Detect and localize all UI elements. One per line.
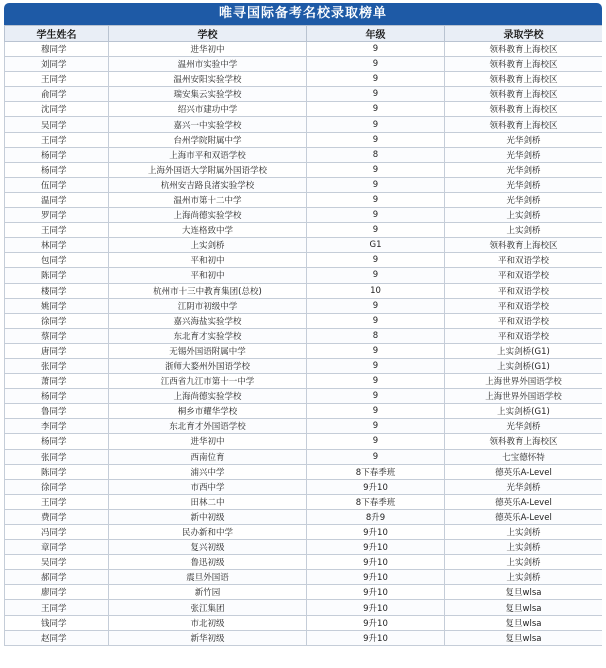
table-row: [5, 102, 603, 117]
school-cell: 上海市平和双语学校: [109, 147, 307, 162]
grade-cell: 8下春季班: [307, 464, 445, 479]
table-row: [5, 283, 603, 298]
grade-cell: 9升10: [307, 570, 445, 585]
header-grade: 年级: [307, 26, 445, 42]
grade-cell: 9: [307, 132, 445, 147]
school-cell: 桐乡市耀华学校: [109, 404, 307, 419]
admitted-school-cell: 光华剑桥: [445, 132, 603, 147]
table-row: [5, 600, 603, 615]
grade-cell: 8升9: [307, 509, 445, 524]
admitted-school-cell: 领科教育上海校区: [445, 102, 603, 117]
grade-cell: 9: [307, 449, 445, 464]
student-name-cell: 章同学: [5, 540, 109, 555]
student-name-cell: 俞同学: [5, 87, 109, 102]
admitted-school-cell: 上实剑桥(G1): [445, 404, 603, 419]
table-row: [5, 570, 603, 585]
student-name-cell: 钱同学: [5, 615, 109, 630]
grade-cell: 9: [307, 87, 445, 102]
student-name-cell: 沈同学: [5, 102, 109, 117]
grade-cell: 9: [307, 343, 445, 358]
table-row: [5, 208, 603, 223]
student-name-cell: 陈同学: [5, 268, 109, 283]
table-row: [5, 192, 603, 207]
student-name-cell: 鲁同学: [5, 404, 109, 419]
admitted-school-cell: 上海世界外国语学校: [445, 374, 603, 389]
table-row: [5, 509, 603, 524]
student-name-cell: 杨同学: [5, 434, 109, 449]
school-cell: 大连格致中学: [109, 223, 307, 238]
admitted-school-cell: 光华剑桥: [445, 419, 603, 434]
table-row: [5, 117, 603, 132]
admitted-school-cell: 平和双语学校: [445, 268, 603, 283]
table-row: [5, 525, 603, 540]
student-name-cell: 张同学: [5, 358, 109, 373]
school-cell: 张江集团: [109, 600, 307, 615]
school-cell: 江阴市初级中学: [109, 298, 307, 313]
student-name-cell: 李同学: [5, 419, 109, 434]
table-row: [5, 343, 603, 358]
grade-cell: 8: [307, 328, 445, 343]
school-cell: 无锡外国语附属中学: [109, 343, 307, 358]
admitted-school-cell: 上实剑桥: [445, 570, 603, 585]
grade-cell: 9: [307, 57, 445, 72]
school-cell: 温州安阳实验学校: [109, 72, 307, 87]
grade-cell: 9: [307, 42, 445, 57]
page-title: 唯寻国际备考名校录取榜单: [4, 3, 602, 25]
table-row: [5, 57, 603, 72]
admitted-school-cell: 领科教育上海校区: [445, 72, 603, 87]
admission-list-sheet: [4, 3, 602, 665]
student-name-cell: 王同学: [5, 600, 109, 615]
school-cell: 平和初中: [109, 268, 307, 283]
school-cell: 浦兴中学: [109, 464, 307, 479]
student-name-cell: 赵同学: [5, 630, 109, 645]
admitted-school-cell: 领科教育上海校区: [445, 117, 603, 132]
student-name-cell: 伍同学: [5, 177, 109, 192]
student-name-cell: 蔡同学: [5, 328, 109, 343]
table-row: [5, 464, 603, 479]
admitted-school-cell: 光华剑桥: [445, 162, 603, 177]
admitted-school-cell: 上实剑桥: [445, 540, 603, 555]
school-cell: 杭州市十三中教育集团(总校): [109, 283, 307, 298]
admitted-school-cell: 光华剑桥: [445, 147, 603, 162]
admitted-school-cell: 平和双语学校: [445, 298, 603, 313]
student-name-cell: 温同学: [5, 192, 109, 207]
admitted-school-cell: 上实剑桥: [445, 555, 603, 570]
table-row: [5, 162, 603, 177]
school-cell: 杭州安吉路良渚实验学校: [109, 177, 307, 192]
student-name-cell: 王同学: [5, 223, 109, 238]
grade-cell: 9: [307, 313, 445, 328]
student-name-cell: 郝同学: [5, 570, 109, 585]
school-cell: 嘉兴一中实验学校: [109, 117, 307, 132]
student-name-cell: 王同学: [5, 494, 109, 509]
table-row: [5, 328, 603, 343]
grade-cell: 9: [307, 162, 445, 177]
table-row: [5, 147, 603, 162]
table-row: [5, 585, 603, 600]
grade-cell: 9升10: [307, 525, 445, 540]
table-row: [5, 374, 603, 389]
student-name-cell: 唐同学: [5, 343, 109, 358]
student-name-cell: 罗同学: [5, 208, 109, 223]
grade-cell: 9: [307, 389, 445, 404]
student-name-cell: 王同学: [5, 72, 109, 87]
student-name-cell: 王同学: [5, 132, 109, 147]
table-row: [5, 132, 603, 147]
table-row: [5, 555, 603, 570]
admitted-school-cell: 复旦wlsa: [445, 630, 603, 645]
school-cell: 上海外国语大学附属外国语学校: [109, 162, 307, 177]
table-row: [5, 404, 603, 419]
school-cell: 江西省九江市第十一中学: [109, 374, 307, 389]
table-row: [5, 87, 603, 102]
student-name-cell: 姚同学: [5, 298, 109, 313]
grade-cell: 8: [307, 147, 445, 162]
grade-cell: 9: [307, 208, 445, 223]
school-cell: 上海尚德实验学校: [109, 208, 307, 223]
table-row: [5, 298, 603, 313]
admitted-school-cell: 德英乐A-Level: [445, 509, 603, 524]
school-cell: 浙师大婺州外国语学校: [109, 358, 307, 373]
student-name-cell: 费同学: [5, 509, 109, 524]
grade-cell: 9升10: [307, 585, 445, 600]
school-cell: 嘉兴海盐实验学校: [109, 313, 307, 328]
grade-cell: 9: [307, 434, 445, 449]
student-name-cell: 冯同学: [5, 525, 109, 540]
student-name-cell: 萧同学: [5, 374, 109, 389]
student-name-cell: 楼同学: [5, 283, 109, 298]
admitted-school-cell: 复旦wlsa: [445, 585, 603, 600]
grade-cell: 9: [307, 358, 445, 373]
table-row: [5, 72, 603, 87]
admission-table: [4, 25, 602, 646]
table-row: [5, 268, 603, 283]
table-row: [5, 494, 603, 509]
admitted-school-cell: 复旦wlsa: [445, 600, 603, 615]
admitted-school-cell: 领科教育上海校区: [445, 238, 603, 253]
grade-cell: 9: [307, 102, 445, 117]
table-row: [5, 177, 603, 192]
grade-cell: 9: [307, 268, 445, 283]
school-cell: 田林二中: [109, 494, 307, 509]
grade-cell: 9: [307, 223, 445, 238]
student-name-cell: 吴同学: [5, 117, 109, 132]
admitted-school-cell: 平和双语学校: [445, 328, 603, 343]
admitted-school-cell: 上实剑桥(G1): [445, 343, 603, 358]
table-row: [5, 389, 603, 404]
admitted-school-cell: 上实剑桥: [445, 208, 603, 223]
admitted-school-cell: 领科教育上海校区: [445, 87, 603, 102]
school-cell: 进华初中: [109, 434, 307, 449]
student-name-cell: 包同学: [5, 253, 109, 268]
admitted-school-cell: 领科教育上海校区: [445, 434, 603, 449]
table-row: [5, 479, 603, 494]
grade-cell: 9升10: [307, 615, 445, 630]
grade-cell: 9: [307, 298, 445, 313]
admitted-school-cell: 德英乐A-Level: [445, 494, 603, 509]
grade-cell: G1: [307, 238, 445, 253]
school-cell: 西南位育: [109, 449, 307, 464]
table-row: [5, 419, 603, 434]
student-name-cell: 杨同学: [5, 147, 109, 162]
grade-cell: 9升10: [307, 479, 445, 494]
school-cell: 民办新和中学: [109, 525, 307, 540]
student-name-cell: 林同学: [5, 238, 109, 253]
grade-cell: 9: [307, 192, 445, 207]
admitted-school-cell: 上实剑桥(G1): [445, 358, 603, 373]
school-cell: 温州市第十二中学: [109, 192, 307, 207]
student-name-cell: 刘同学: [5, 57, 109, 72]
school-cell: 瑞安集云实验学校: [109, 87, 307, 102]
school-cell: 绍兴市建功中学: [109, 102, 307, 117]
grade-cell: 9升10: [307, 540, 445, 555]
grade-cell: 9: [307, 177, 445, 192]
table-header-row: [5, 26, 603, 42]
student-name-cell: 吴同学: [5, 555, 109, 570]
table-row: [5, 223, 603, 238]
admitted-school-cell: 平和双语学校: [445, 253, 603, 268]
table-row: [5, 630, 603, 645]
student-name-cell: 张同学: [5, 449, 109, 464]
admitted-school-cell: 复旦wlsa: [445, 615, 603, 630]
admitted-school-cell: 领科教育上海校区: [445, 42, 603, 57]
student-name-cell: 陈同学: [5, 464, 109, 479]
table-row: [5, 449, 603, 464]
school-cell: 台州学院附属中学: [109, 132, 307, 147]
table-row: [5, 358, 603, 373]
school-cell: 市西中学: [109, 479, 307, 494]
admitted-school-cell: 平和双语学校: [445, 313, 603, 328]
school-cell: 新华初级: [109, 630, 307, 645]
grade-cell: 9: [307, 72, 445, 87]
school-cell: 上海尚德实验学校: [109, 389, 307, 404]
grade-cell: 9升10: [307, 630, 445, 645]
student-name-cell: 杨同学: [5, 162, 109, 177]
student-name-cell: 杨同学: [5, 389, 109, 404]
school-cell: 东北育才实验学校: [109, 328, 307, 343]
admitted-school-cell: 上实剑桥: [445, 525, 603, 540]
admitted-school-cell: 上实剑桥: [445, 223, 603, 238]
school-cell: 东北育才外国语学校: [109, 419, 307, 434]
grade-cell: 9: [307, 253, 445, 268]
admitted-school-cell: 光华剑桥: [445, 192, 603, 207]
school-cell: 上实剑桥: [109, 238, 307, 253]
table-row: [5, 253, 603, 268]
grade-cell: 8下春季班: [307, 494, 445, 509]
grade-cell: 9: [307, 117, 445, 132]
grade-cell: 9升10: [307, 600, 445, 615]
school-cell: 鲁迅初级: [109, 555, 307, 570]
grade-cell: 10: [307, 283, 445, 298]
header-admitted-school: 录取学校: [445, 26, 603, 42]
school-cell: 新竹园: [109, 585, 307, 600]
admitted-school-cell: 上海世界外国语学校: [445, 389, 603, 404]
header-student-name: 学生姓名: [5, 26, 109, 42]
student-name-cell: 徐同学: [5, 479, 109, 494]
student-name-cell: 穆同学: [5, 42, 109, 57]
table-row: [5, 42, 603, 57]
school-cell: 市北初级: [109, 615, 307, 630]
admitted-school-cell: 光华剑桥: [445, 479, 603, 494]
grade-cell: 9: [307, 404, 445, 419]
table-row: [5, 238, 603, 253]
school-cell: 震旦外国语: [109, 570, 307, 585]
table-row: [5, 434, 603, 449]
school-cell: 平和初中: [109, 253, 307, 268]
table-row: [5, 540, 603, 555]
grade-cell: 9升10: [307, 555, 445, 570]
table-row: [5, 615, 603, 630]
student-name-cell: 廖同学: [5, 585, 109, 600]
school-cell: 进华初中: [109, 42, 307, 57]
student-name-cell: 徐同学: [5, 313, 109, 328]
school-cell: 复兴初级: [109, 540, 307, 555]
admitted-school-cell: 德英乐A-Level: [445, 464, 603, 479]
school-cell: 新中初级: [109, 509, 307, 524]
admitted-school-cell: 光华剑桥: [445, 177, 603, 192]
admitted-school-cell: 领科教育上海校区: [445, 57, 603, 72]
admitted-school-cell: 平和双语学校: [445, 283, 603, 298]
school-cell: 温州市实验中学: [109, 57, 307, 72]
admitted-school-cell: 七宝德怀特: [445, 449, 603, 464]
table-row: [5, 313, 603, 328]
header-school: 学校: [109, 26, 307, 42]
grade-cell: 9: [307, 374, 445, 389]
grade-cell: 9: [307, 419, 445, 434]
